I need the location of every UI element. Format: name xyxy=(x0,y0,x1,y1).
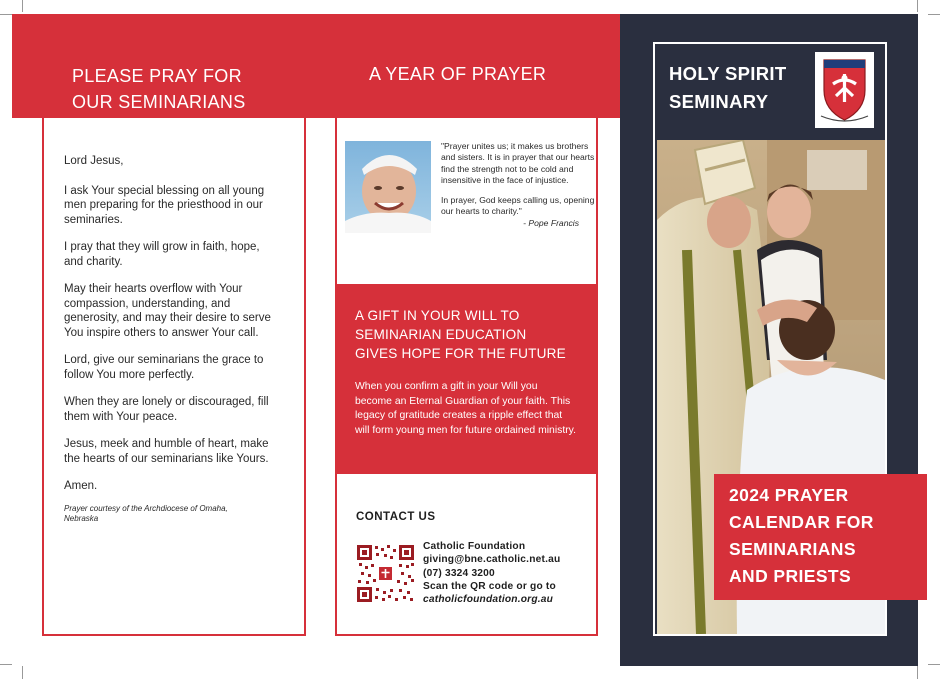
prayer-paragraph: I ask Your special blessing on all young men preparing for the priesthood in our seminaries. xyxy=(64,184,265,226)
qr-code-icon[interactable] xyxy=(357,545,414,602)
seminary-title-line-2: SEMINARY xyxy=(669,91,769,112)
prayer-title-line-1: PLEASE PRAY FOR xyxy=(72,66,242,86)
quote-part-2: In prayer, God keeps calling us, opening our hearts to charity." xyxy=(441,195,595,217)
quote-part-1: "Prayer unites us; it makes us brothers and sisters. It is in prayer that our hearts find the strength not to be cold and insensitive in the face of injustice. xyxy=(441,141,595,185)
seminary-title-line-1: HOLY SPIRIT xyxy=(669,63,787,84)
contact-details xyxy=(423,540,595,606)
calendar-title-line-2: CALENDAR FOR xyxy=(729,512,874,532)
calendar-title-line-4: AND PRIESTS xyxy=(729,566,852,586)
seminary-title xyxy=(669,60,809,116)
prayer-credit: Prayer courtesy of the Archdiocese of Omaha, Nebraska xyxy=(64,503,228,523)
year-of-prayer-title: A YEAR OF PRAYER xyxy=(369,64,547,84)
contact-heading: CONTACT US xyxy=(356,511,436,523)
pope-quote xyxy=(441,141,595,229)
seminary-crest-icon xyxy=(815,52,874,128)
gift-body: When you confirm a gift in your Will you become an Eternal Guardian of your faith. This legacy of gratitude creates a ripple effect that will form young men for future ordained ministry. xyxy=(355,381,576,437)
prayer-panel-title xyxy=(72,63,292,115)
quote-attribution: - Pope Francis xyxy=(523,217,579,228)
prayer-paragraph: When they are lonely or discouraged, fill them with Your peace. xyxy=(64,396,269,423)
gift-heading-line-1: A GIFT IN YOUR WILL TO xyxy=(355,308,520,323)
contact-org: Catholic Foundation xyxy=(423,541,526,552)
contact-email[interactable]: giving@bne.catholic.net.au xyxy=(423,554,561,566)
prayer-text xyxy=(64,154,286,524)
calendar-title-line-3: SEMINARIANS xyxy=(729,539,856,559)
pope-portrait-photo xyxy=(345,141,431,233)
prayer-paragraph: Jesus, meek and humble of heart, make the hearts of our seminarians like Yours. xyxy=(64,438,269,465)
prayer-paragraph: Lord, give our seminarians the grace to follow You more perfectly. xyxy=(64,354,264,381)
prayer-paragraph: May their hearts overflow with Your compassion, understanding, and generosity, and may their desire to serve You inspire others to answer Your call. xyxy=(64,283,271,339)
gift-heading-line-2: SEMINARIAN EDUCATION xyxy=(355,327,527,342)
prayer-amen: Amen. xyxy=(64,480,98,492)
calendar-title xyxy=(729,482,924,590)
contact-phone[interactable]: (07) 3324 3200 xyxy=(423,567,495,579)
contact-scan-text: Scan the QR code or go to xyxy=(423,580,556,592)
gift-heading xyxy=(355,306,591,363)
contact-url[interactable]: catholicfoundation.org.au xyxy=(423,594,554,606)
prayer-greeting: Lord Jesus, xyxy=(64,155,124,167)
prayer-paragraph: I pray that they will grow in faith, hope, and charity. xyxy=(64,241,260,268)
prayer-title-line-2: OUR SEMINARIANS xyxy=(72,92,246,112)
gift-heading-line-3: GIVES HOPE FOR THE FUTURE xyxy=(355,346,566,361)
calendar-title-line-1: 2024 PRAYER xyxy=(729,485,849,505)
